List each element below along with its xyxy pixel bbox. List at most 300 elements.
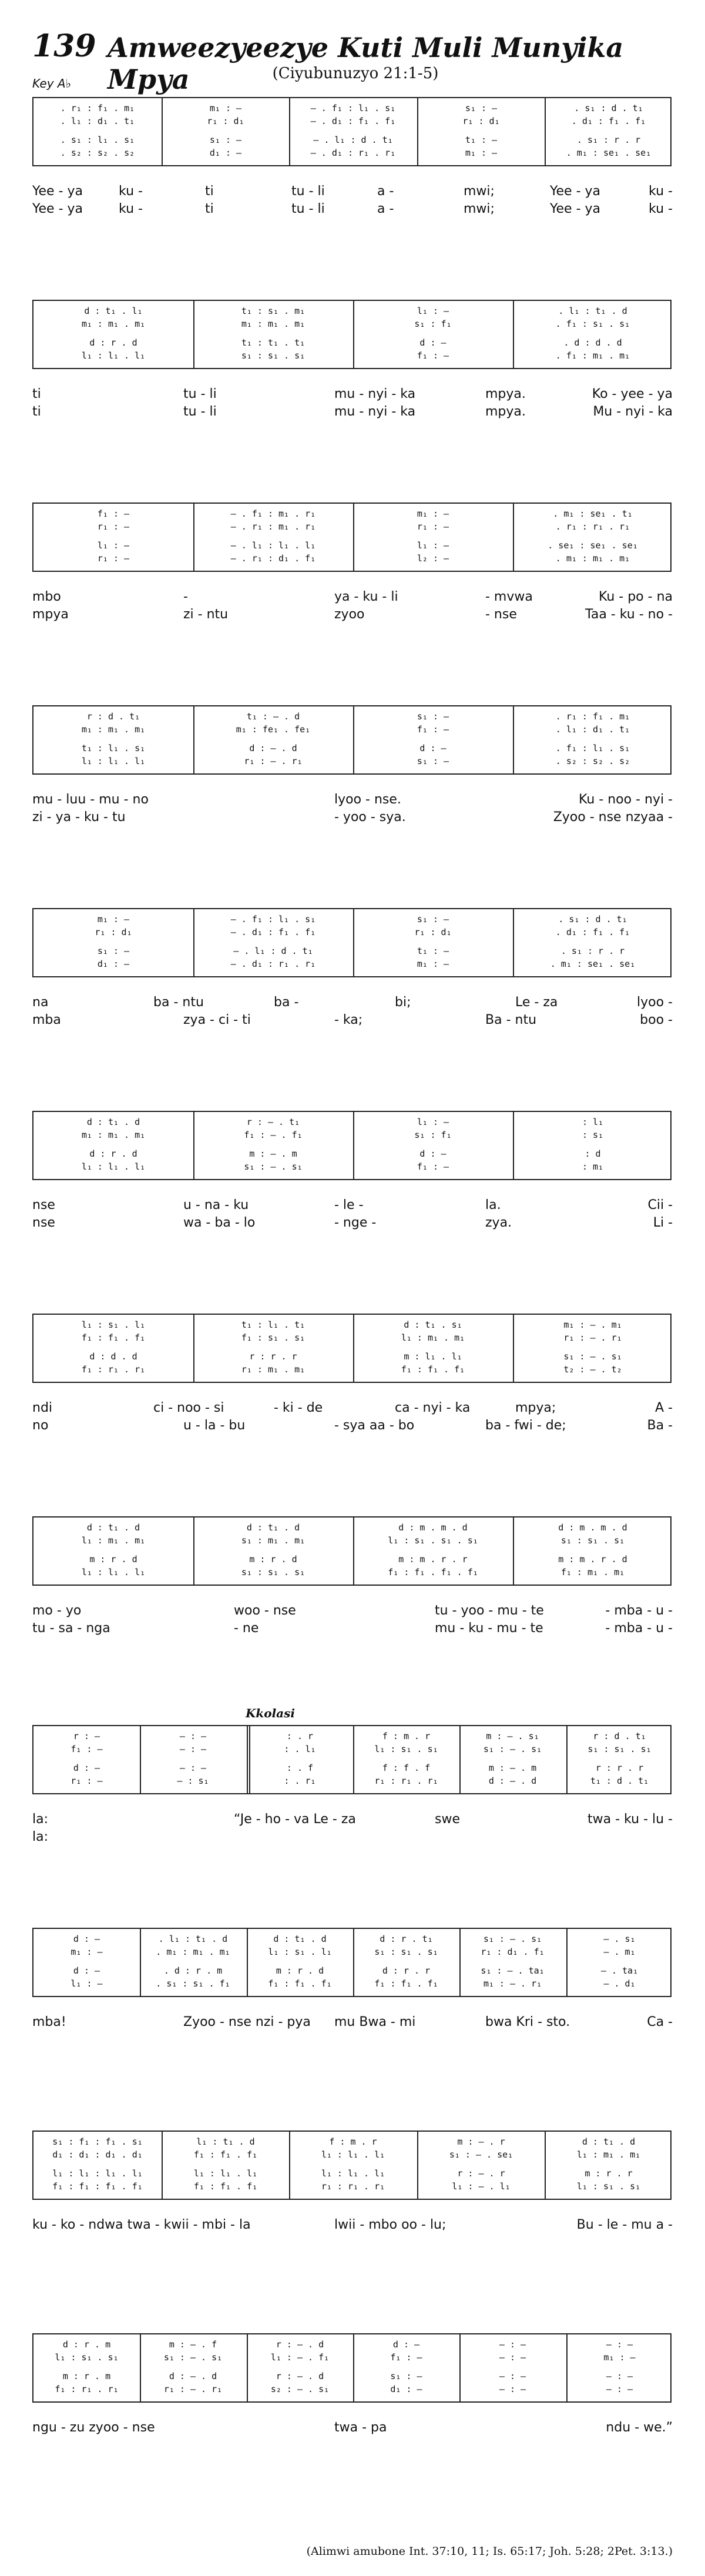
solfa-measure: — . f₁ : m₁ . r₁ — [230, 508, 316, 519]
solfa-measure: — . d₁ : r₁ . r₁ — [230, 959, 316, 969]
solfa-measure: . m₁ : se₁ . se₁ — [550, 959, 636, 969]
scripture-reference: (Ciyubunuzyo 21:1-5) — [272, 65, 439, 82]
voice-row — [33, 2352, 670, 2365]
solfa-measure: — : — — [606, 2371, 633, 2381]
solfa-measure: m : r . r — [585, 2168, 633, 2179]
solfa-measure: r₁ : — — [417, 521, 449, 532]
solfa-measure: d : — — [419, 743, 446, 753]
solfa-measure: . l₁ : d₁ . t₁ — [60, 116, 135, 126]
lyric-syllable: ku - — [649, 202, 673, 216]
solfa-measure: s₁ : — . ta₁ — [481, 1965, 545, 1976]
solfa-measure: t₁ : l₁ . s₁ — [81, 743, 146, 753]
voice-row — [33, 1763, 670, 1776]
lyric-syllable: ti — [205, 184, 214, 199]
lyric-syllable: wa - ba - lo — [183, 1215, 256, 1230]
solfa-measure: r : d . t₁ — [593, 1731, 646, 1741]
voice-row — [33, 337, 670, 350]
solfa-measure: s₁ : — . s₁ — [483, 1744, 542, 1754]
lyric-syllable: lyoo - — [637, 995, 673, 1010]
solfa-measure: f₁ : f₁ : f₁ . f₁ — [52, 2181, 143, 2192]
solfa-measure: s₁ : — — [97, 946, 130, 956]
lyric-line — [32, 995, 673, 1010]
solfa-measure: — : — — [499, 2371, 526, 2381]
solfa-measure: d : r . r — [382, 1965, 431, 1976]
solfa-measure: d : t₁ . s₁ — [404, 1319, 462, 1330]
solfa-measure: r₁ : — . r₁ — [563, 1332, 622, 1343]
solfa-measure: f₁ : m₁ . m₁ — [560, 1567, 625, 1577]
solfa-measure: . d₁ : f₁ . f₁ — [571, 116, 646, 126]
lyric-syllable: u - la - bu — [183, 1418, 246, 1433]
lyric-syllable: ku - — [119, 202, 143, 216]
lyric-syllable: - le - — [334, 1198, 364, 1212]
solfa-measure: f₁ : f₁ . f₁ . f₁ — [388, 1567, 478, 1577]
voice-row — [33, 1567, 670, 1580]
solfa-measure: r₁ : r₁ . r₁ — [321, 2181, 385, 2192]
solfa-measure: s₁ : s₁ . s₁ — [374, 1947, 438, 1957]
solfa-measure: . se₁ : se₁ . se₁ — [548, 540, 638, 551]
lyric-syllable: Li - — [653, 1215, 673, 1230]
solfa-measure: d : r . d — [89, 337, 137, 348]
voice-row — [33, 756, 670, 769]
voice-row — [33, 116, 670, 129]
voice-row — [33, 1978, 670, 1991]
solfa-measure: s₁ : — — [209, 135, 242, 145]
voice-row — [33, 2339, 670, 2352]
voice-row — [33, 1934, 670, 1947]
solfa-measure: m₁ : — — [417, 959, 449, 969]
solfa-measure: f₁ : — — [390, 2352, 422, 2363]
solfa-measure: r : — . t₁ — [246, 1117, 300, 1127]
solfa-measure: r : — . r — [457, 2168, 505, 2179]
chorus-label: Kkolasi — [246, 1706, 295, 1720]
solfa-measure: r : r . r — [249, 1351, 297, 1362]
voice-row — [33, 2371, 670, 2384]
lyric-syllable: Yee - ya — [550, 202, 601, 216]
solfa-measure: r₁ : d₁ — [462, 116, 500, 126]
solfa-measure: s₁ : s₁ . s₁ — [560, 1535, 625, 1546]
solfa-measure: m₁ : m₁ . m₁ — [81, 319, 146, 329]
lyric-syllable: swe — [435, 1812, 460, 1827]
solfa-measure: . d : d . d — [563, 337, 622, 348]
solfa-measure: d : r . m — [62, 2339, 111, 2350]
solfa-measure: . s₁ : r . r — [576, 135, 641, 145]
solfa-measure: m₁ : m₁ . m₁ — [81, 724, 146, 735]
solfa-measure: m₁ : m₁ . m₁ — [241, 319, 306, 329]
lyric-syllable: bwa Kri - sto. — [485, 2015, 570, 2029]
solfa-measure: — . l₁ : d . t₁ — [313, 135, 393, 145]
solfa-measure: f₁ : — — [97, 508, 130, 519]
lyric-syllable: nse — [32, 1215, 55, 1230]
lyric-syllable: la: — [32, 1830, 49, 1844]
solfa-measure: — : — — [606, 2339, 633, 2350]
lyric-line — [32, 792, 673, 808]
solfa-measure: s₁ : — — [465, 103, 498, 113]
solfa-measure: d : — . d — [249, 743, 297, 753]
staff-box — [32, 1111, 672, 1180]
lyric-syllable: Yee - ya — [32, 184, 83, 199]
solfa-measure: d : — — [419, 1148, 446, 1159]
solfa-measure: . s₂ : s₂ . s₂ — [60, 148, 135, 158]
solfa-measure: f₁ : — — [417, 1161, 449, 1172]
solfa-measure: l₁ : s₁ . l₁ — [81, 1319, 146, 1330]
solfa-measure: m : r . d — [249, 1554, 297, 1565]
voice-row — [33, 1744, 670, 1757]
solfa-measure: d : r . t₁ — [380, 1934, 433, 1944]
voice-row — [33, 711, 670, 724]
solfa-measure: l₁ : s₁ . s₁ — [374, 1744, 438, 1754]
solfa-measure: l₁ : l₁ . l₁ — [193, 2168, 258, 2179]
voice-row — [33, 1965, 670, 1978]
lyric-syllable: bi; — [395, 995, 411, 1010]
lyric-syllable: - mvwa — [485, 589, 533, 604]
voice-row — [33, 319, 670, 331]
solfa-measure: m : r . d — [276, 1965, 324, 1976]
lyric-syllable: ba - ntu — [153, 995, 204, 1010]
voice-row — [33, 306, 670, 319]
voice-row — [33, 1351, 670, 1364]
voice-row — [33, 135, 670, 148]
lyric-syllable: tu - li — [183, 404, 217, 419]
solfa-measure: m : — . r — [457, 2136, 505, 2147]
solfa-measure: f₁ : f₁ . f₁ — [193, 2181, 258, 2192]
voice-row — [33, 1522, 670, 1535]
solfa-measure: . m₁ : m₁ . m₁ — [555, 553, 630, 564]
lyric-line — [32, 1198, 673, 1213]
solfa-measure: d₁ : — — [97, 959, 130, 969]
solfa-measure: m : — . f — [169, 2339, 217, 2350]
solfa-measure: — : — — [179, 1744, 207, 1754]
solfa-measure: t₁ : d . t₁ — [590, 1776, 649, 1786]
staff-box — [32, 2333, 672, 2403]
lyric-line — [32, 1621, 673, 1636]
solfa-measure: r : — . d — [276, 2371, 324, 2381]
solfa-measure: . r₁ : f₁ . m₁ — [60, 103, 135, 113]
lyric-syllable: - nge - — [334, 1215, 377, 1230]
lyric-syllable: Ku - po - na — [599, 589, 673, 604]
lyric-syllable: la. — [485, 1198, 501, 1212]
solfa-measure: r₁ : — . r₁ — [163, 2384, 223, 2394]
solfa-measure: f₁ : — . f₁ — [244, 1130, 303, 1140]
lyric-syllable: - sya aa - bo — [334, 1418, 415, 1433]
solfa-measure: l₁ : s₁ . s₁ — [576, 2181, 641, 2192]
lyric-syllable: boo - — [640, 1013, 673, 1027]
lyric-syllable: - nse — [485, 607, 517, 622]
solfa-measure: m₁ : fe₁ . fe₁ — [236, 724, 311, 735]
solfa-measure: t₁ : — — [465, 135, 498, 145]
solfa-measure: t₁ : s₁ . m₁ — [241, 306, 306, 316]
solfa-measure: — . d₁ : f₁ . f₁ — [310, 116, 396, 126]
solfa-measure: t₂ : — . t₂ — [563, 1364, 622, 1375]
lyric-syllable: la: — [32, 1812, 49, 1827]
lyric-syllable: Bu - le - mu a - — [576, 2217, 673, 2232]
solfa-measure: . s₁ : d . t₁ — [574, 103, 643, 113]
lyric-syllable: Yee - ya — [32, 202, 83, 216]
lyric-line — [32, 1830, 673, 1845]
lyric-syllable: mu - ku - mu - te — [435, 1621, 543, 1636]
lyric-syllable: tu - li — [291, 184, 325, 199]
solfa-measure: r₁ : r₁ . r₁ — [374, 1776, 438, 1786]
voice-row — [33, 2181, 670, 2194]
solfa-measure: s₁ : s₁ . s₁ — [241, 1567, 306, 1577]
lyric-line — [32, 404, 673, 420]
voice-row — [33, 914, 670, 927]
lyric-syllable: mbo — [32, 589, 61, 604]
lyric-line — [32, 607, 673, 622]
lyric-syllable: twa - pa — [334, 2420, 387, 2435]
solfa-measure: r₁ : d₁ — [95, 927, 132, 937]
solfa-measure: . l₁ : t₁ . d — [558, 306, 627, 316]
solfa-measure: m₁ : — — [465, 148, 498, 158]
solfa-measure: d : — — [73, 1965, 100, 1976]
solfa-measure: r₁ : — — [97, 553, 130, 564]
solfa-measure: f₁ : f₁ . f₁ — [193, 2149, 258, 2160]
solfa-measure: s₁ : — — [417, 756, 449, 766]
solfa-measure: r₁ : d₁ — [414, 927, 452, 937]
solfa-measure: d : — . d — [169, 2371, 217, 2381]
solfa-measure: l₁ : — — [97, 540, 130, 551]
solfa-measure: . r₁ : r₁ . r₁ — [555, 521, 630, 532]
solfa-measure: . f₁ : m₁ . m₁ — [555, 350, 630, 361]
lyric-syllable: ba - — [274, 995, 299, 1010]
lyric-syllable: no — [32, 1418, 49, 1433]
voice-row — [33, 1130, 670, 1143]
solfa-measure: l₁ : m₁ . m₁ — [576, 2149, 641, 2160]
solfa-measure: t₁ : — — [417, 946, 449, 956]
lyric-syllable: tu - li — [183, 387, 217, 401]
lyric-line — [32, 2217, 673, 2233]
solfa-measure: — . d₁ : f₁ . f₁ — [230, 927, 316, 937]
staff-box — [32, 1725, 672, 1794]
solfa-measure: t₁ : l₁ . t₁ — [241, 1319, 306, 1330]
lyric-syllable: zyoo — [334, 607, 365, 622]
solfa-measure: f₁ : — — [417, 350, 449, 361]
solfa-measure: d₁ : — — [390, 2384, 422, 2394]
solfa-measure: d : t₁ . d — [273, 1934, 327, 1944]
solfa-measure: m₁ : m₁ . m₁ — [81, 1130, 146, 1140]
solfa-measure: : l₁ — [582, 1117, 604, 1127]
lyric-line — [32, 1013, 673, 1028]
lyric-line — [32, 810, 673, 825]
hymn-header — [32, 24, 679, 100]
lyric-syllable: Ba - ntu — [485, 1013, 537, 1027]
voice-row — [33, 1161, 670, 1174]
solfa-measure: l₁ : — — [70, 1978, 103, 1989]
lyric-syllable: twa - ku - lu - — [588, 1812, 673, 1827]
lyric-syllable: mba! — [32, 2015, 66, 2029]
lyric-syllable: zi - ntu — [183, 607, 229, 622]
solfa-measure: l₁ : — — [417, 1117, 449, 1127]
lyric-syllable: mu - nyi - ka — [334, 387, 416, 401]
voice-row — [33, 1319, 670, 1332]
solfa-measure: r : — . d — [276, 2339, 324, 2350]
solfa-measure: — : — — [499, 2352, 526, 2363]
solfa-measure: l₁ : t₁ . d — [196, 2136, 255, 2147]
solfa-measure: r₁ : m₁ . m₁ — [241, 1364, 306, 1375]
lyric-line — [32, 589, 673, 605]
voice-row — [33, 1535, 670, 1548]
solfa-measure: — . l₁ : d . t₁ — [233, 946, 313, 956]
solfa-measure: s₁ : s₁ . s₁ — [241, 350, 306, 361]
lyric-line — [32, 1812, 673, 1827]
solfa-measure: m : r . d — [89, 1554, 137, 1565]
staff-box — [32, 1314, 672, 1383]
solfa-measure: d : — — [419, 337, 446, 348]
lyric-syllable: ti — [32, 404, 41, 419]
voice-row — [33, 1148, 670, 1161]
solfa-measure: . s₁ : s₁ . f₁ — [156, 1978, 230, 1989]
solfa-measure: l₁ : s₁ . s₁ — [55, 2352, 119, 2363]
solfa-measure: r₁ : d₁ . f₁ — [481, 1947, 545, 1957]
solfa-measure: r₁ : d₁ — [207, 116, 244, 126]
staff-box — [32, 97, 672, 166]
solfa-measure: d : — . d — [488, 1776, 537, 1786]
lyric-line — [32, 184, 673, 199]
footer-references: (Alimwi amubone Int. 37:10, 11; Is. 65:17; Joh. 5:28; 2Pet. 3:13.) — [306, 2545, 673, 2558]
solfa-measure: . d : r . m — [163, 1965, 223, 1976]
staff-box — [32, 908, 672, 977]
lyric-syllable: tu - li — [291, 202, 325, 216]
lyric-syllable: Yee - ya — [550, 184, 601, 199]
solfa-measure: f₁ : f₁ . f₁ — [81, 1332, 146, 1343]
voice-row — [33, 724, 670, 737]
solfa-measure: m₁ : — — [70, 1947, 103, 1957]
solfa-measure: s₁ : — . s₁ — [563, 1351, 622, 1362]
solfa-measure: s₁ : f₁ : f₁ . s₁ — [52, 2136, 143, 2147]
solfa-measure: . m₁ : se₁ . se₁ — [566, 148, 652, 158]
solfa-measure: f₁ : r₁ . r₁ — [81, 1364, 146, 1375]
solfa-measure: f₁ : — — [70, 1744, 103, 1754]
solfa-measure: l₁ : l₁ . l₁ — [81, 1161, 146, 1172]
solfa-measure: — : — — [606, 2384, 633, 2394]
lyric-syllable: Mu - nyi - ka — [593, 404, 673, 419]
solfa-measure: — . d₁ — [603, 1978, 636, 1989]
solfa-measure: d : t₁ . d — [86, 1522, 140, 1533]
solfa-measure: s₁ : — . s₁ — [163, 2352, 223, 2363]
voice-row — [33, 521, 670, 534]
lyric-syllable: - ne — [234, 1621, 259, 1636]
key-signature: Key A♭ — [32, 76, 72, 91]
solfa-measure: : . r₁ — [284, 1776, 316, 1786]
solfa-measure: m : m . r . d — [558, 1554, 627, 1565]
solfa-measure: r₁ : — — [70, 1776, 103, 1786]
lyric-syllable: mu Bwa - mi — [334, 2015, 416, 2029]
lyric-syllable: Ba - — [647, 1418, 673, 1433]
solfa-measure: s₁ : — — [417, 914, 449, 924]
lyric-syllable: na — [32, 995, 49, 1010]
lyric-syllable: lyoo - nse. — [334, 792, 401, 807]
lyric-syllable: Le - za — [515, 995, 558, 1010]
lyric-syllable: ku - — [649, 184, 673, 199]
solfa-measure: s₁ : f₁ — [414, 319, 452, 329]
solfa-measure: l₁ : l₁ . l₁ — [81, 756, 146, 766]
staff-box — [32, 503, 672, 572]
solfa-measure: . l₁ : t₁ . d — [158, 1934, 228, 1944]
lyric-line — [32, 2015, 673, 2030]
solfa-measure: d : t₁ . d — [86, 1117, 140, 1127]
hymn-number: 139 — [32, 28, 96, 64]
solfa-measure: . f₁ : s₁ . s₁ — [555, 319, 630, 329]
solfa-measure: s₁ : — — [390, 2371, 422, 2381]
solfa-measure: l₁ : — . l₁ — [452, 2181, 511, 2192]
solfa-measure: — . d₁ : r₁ . r₁ — [310, 148, 396, 158]
solfa-measure: s₁ : — . se₁ — [449, 2149, 513, 2160]
solfa-measure: m₁ : — . r₁ — [483, 1978, 542, 1989]
lyric-syllable: ku - ko - ndwa twa - kwii - mbi - la — [32, 2217, 251, 2232]
solfa-measure: : . r — [286, 1731, 314, 1741]
solfa-measure: — : — — [499, 2339, 526, 2350]
solfa-measure: l₁ : l₁ : l₁ . l₁ — [52, 2168, 143, 2179]
solfa-measure: d : — — [73, 1934, 100, 1944]
solfa-measure: f₁ : r₁ . r₁ — [55, 2384, 119, 2394]
solfa-measure: r : r . r — [595, 1763, 644, 1773]
solfa-measure: d₁ : — — [209, 148, 242, 158]
voice-row — [33, 148, 670, 160]
solfa-measure: l₁ : s₁ . l₁ — [268, 1947, 332, 1957]
solfa-measure: m₁ : — — [97, 914, 130, 924]
voice-row — [33, 946, 670, 959]
lyric-syllable: “Je - ho - va Le - za — [234, 1812, 356, 1827]
voice-row — [33, 2384, 670, 2397]
staff-box — [32, 300, 672, 369]
lyric-syllable: mwi; — [464, 184, 495, 199]
lyric-syllable: lwii - mbo oo - lu; — [334, 2217, 446, 2232]
solfa-measure: f : m . r — [329, 2136, 377, 2147]
solfa-measure: r : d . t₁ — [86, 711, 140, 722]
solfa-measure: : s₁ — [582, 1130, 604, 1140]
lyric-syllable: Ko - yee - ya — [592, 387, 673, 401]
solfa-measure: . s₁ : r . r — [560, 946, 625, 956]
lyric-syllable: ku - — [119, 184, 143, 199]
solfa-measure: d : d . d — [89, 1351, 137, 1362]
solfa-measure: d₁ : d₁ : d₁ . d₁ — [52, 2149, 143, 2160]
solfa-measure: s₁ : f₁ — [414, 1130, 452, 1140]
voice-row — [33, 1554, 670, 1567]
solfa-measure: f₁ : f₁ . f₁ — [374, 1978, 438, 1989]
solfa-measure: f₁ : f₁ . f₁ — [268, 1978, 332, 1989]
lyric-line — [32, 1418, 673, 1433]
lyric-syllable: mpya. — [485, 404, 526, 419]
lyric-line — [32, 387, 673, 402]
lyric-syllable: - ka; — [334, 1013, 363, 1027]
solfa-measure: . s₁ : l₁ . s₁ — [60, 135, 135, 145]
solfa-measure: . m₁ : m₁ . m₁ — [156, 1947, 230, 1957]
lyric-line — [32, 2420, 673, 2436]
hymn-title: Amweezyeezye Kuti Muli Munyika Mpya — [108, 32, 624, 95]
solfa-measure: . s₁ : d . t₁ — [558, 914, 627, 924]
solfa-measure: d : — — [73, 1763, 100, 1773]
lyric-syllable: ca - nyi - ka — [395, 1401, 471, 1415]
solfa-measure: m₁ : — — [209, 103, 242, 113]
lyric-syllable: a - — [377, 202, 394, 216]
solfa-measure: — . ta₁ — [600, 1965, 639, 1976]
solfa-measure: m : m . r . r — [398, 1554, 468, 1565]
solfa-measure: . f₁ : l₁ . s₁ — [555, 743, 630, 753]
voice-row — [33, 103, 670, 116]
solfa-measure: l₁ : l₁ . l₁ — [321, 2149, 385, 2160]
voice-row — [33, 2168, 670, 2181]
solfa-measure: f : f . f — [382, 1763, 431, 1773]
lyric-syllable: mu - luu - mu - no — [32, 792, 149, 807]
lyric-syllable: mpya. — [485, 387, 526, 401]
lyric-syllable: Ca - — [647, 2015, 673, 2029]
lyric-syllable: mo - yo — [32, 1603, 82, 1618]
voice-row — [33, 1776, 670, 1788]
staff-box — [32, 705, 672, 775]
lyric-syllable: ndu - we.” — [606, 2420, 673, 2435]
solfa-measure: m : — . m — [249, 1148, 297, 1159]
solfa-measure: m : r . m — [62, 2371, 111, 2381]
solfa-measure: l₁ : — — [417, 540, 449, 551]
